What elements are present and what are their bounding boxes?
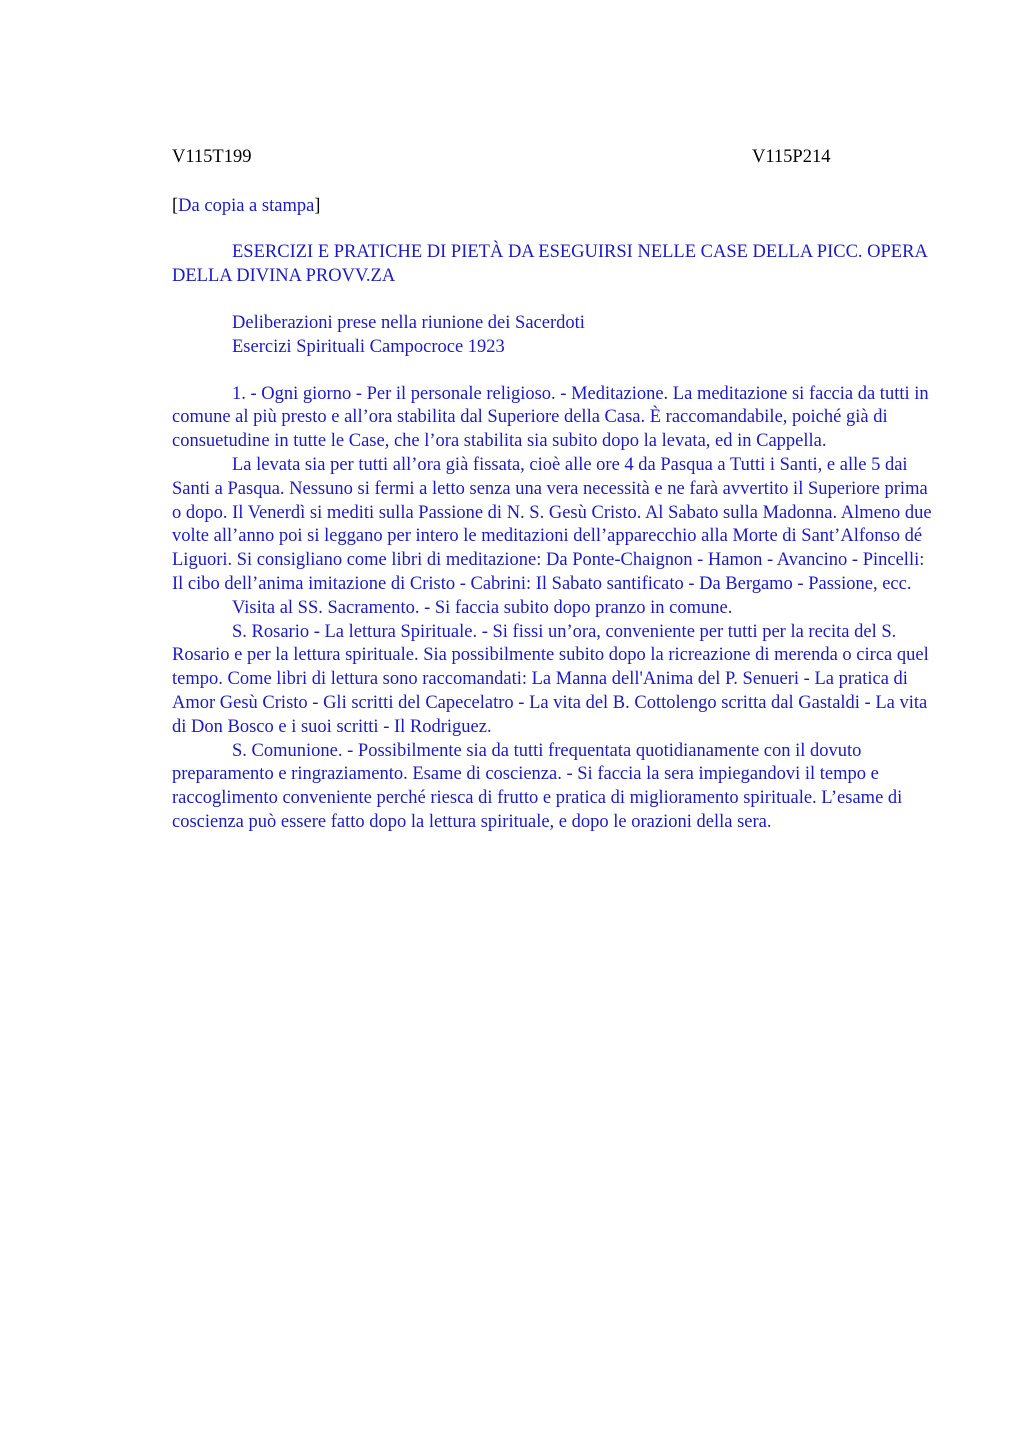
source-note-bracket-open: [: [172, 196, 179, 216]
document-subtitle: [172, 312, 934, 360]
body-paragraph: 1. - Ogni giorno - Per il personale religioso. - Meditazione. La meditazione si faccia da tutti in comune al più presto e all’ora stabilita dal Superiore della Casa. È raccomandabile, poiché già di consuetudine in tutte le Case, che l’ora stabilita sia subito dopo la levata, ed in Cappella.: [172, 383, 929, 452]
body-paragraph: Visita al SS. Sacramento. - Si faccia subito dopo pranzo in comune.: [232, 597, 733, 618]
source-note: [172, 195, 934, 219]
subtitle-line: Esercizi Spirituali Campocroce 1923: [232, 336, 505, 357]
body-paragraph: S. Comunione. - Possibilmente sia da tutti frequentata quotidianamente con il dovuto preparamento e ringraziamento. Esame di coscienza. - Si faccia la sera impiegandovi il tempo e raccoglimento conveniente perché riesca di frutto e pratica di miglioramento spirituale. L’esame di coscienza può essere fatto dopo la lettura spirituale, e dopo le orazioni della sera.: [172, 740, 903, 832]
document-title: ESERCIZI E PRATICHE DI PIETÀ DA ESEGUIRSI NELLE CASE DELLA PICC. OPERA DELLA DIVINA PROVV.ZA: [172, 242, 927, 286]
volume-text-reference: V115T199: [172, 147, 252, 167]
reference-header: [172, 146, 934, 170]
document-page: [172, 146, 934, 835]
subtitle-line: Deliberazioni prese nella riunione dei Sacerdoti: [232, 312, 585, 333]
source-note-text: Da copia a stampa: [178, 196, 315, 216]
body-paragraph: La levata sia per tutti all’ora già fissata, cioè alle ore 4 da Pasqua a Tutti i Santi, e alle 5 dai Santi a Pasqua. Nessuno si fermi a letto senza una vera necessità e ne farà avvertito il Superiore prima o dopo. Il Venerdì si mediti sulla Passione di N. S. Gesù Cristo. Al Sabato sulla Madonna. Almeno due volte all’anno poi si leggano per intero le meditazioni dell’apparecchio alla Morte di Sant’Alfonso dé Liguori. Si consigliano come libri di meditazione: Da Ponte-Chaignon - Hamon - Avancino - Pincelli: Il cibo dell’anima imitazione di Cristo - Cabrini: Il Sabato santificato - Da Bergamo - Passione, ecc.: [172, 454, 932, 594]
body-paragraph: S. Rosario - La lettura Spirituale. - Si fissi un’ora, conveniente per tutti per la recita del S. Rosario e per la lettura spirituale. Sia possibilmente subito dopo la ricreazione di merenda o circa quel tempo. Come libri di lettura sono raccomandati: La Manna dell'Anima del P. Senueri - La pratica di Amor Gesù Cristo - Gli scritti del Capecelatro - La vita del B. Cottolengo scritta dal Gastaldi - La vita di Don Bosco e i suoi scritti - Il Rodriguez.: [172, 621, 929, 737]
document-body: [172, 383, 934, 835]
source-note-bracket-close: ]: [314, 196, 321, 216]
volume-page-reference: V115P214: [752, 147, 831, 167]
